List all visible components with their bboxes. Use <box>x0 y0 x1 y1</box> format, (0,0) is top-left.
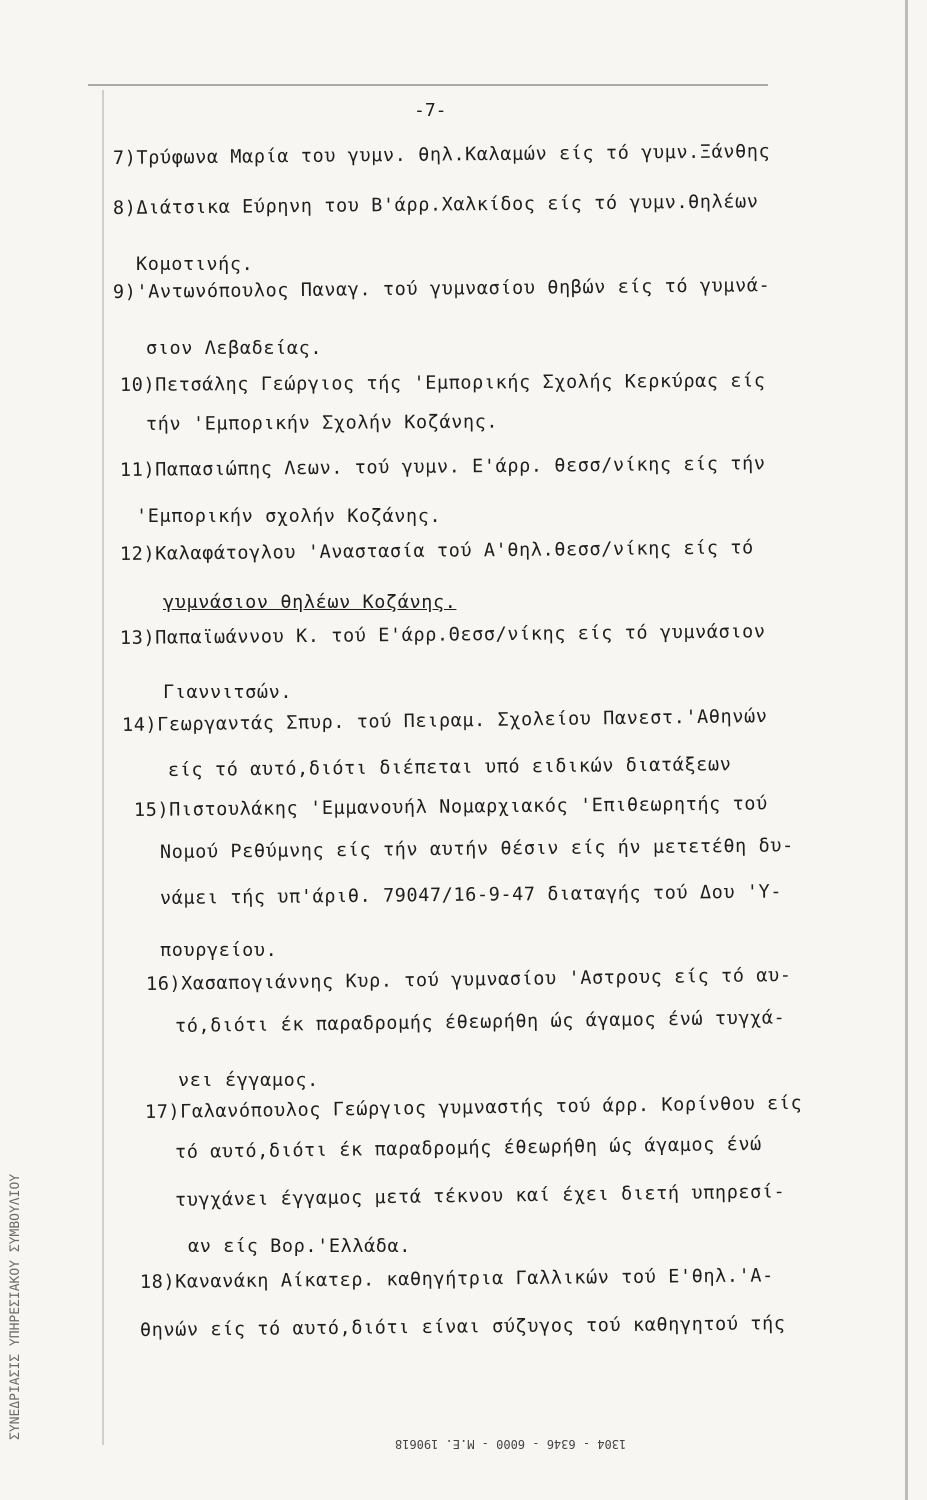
text-line: τό αυτό,διότι έκ παραδρομής έθεωρήθη ώς άγαμος ένώ <box>174 1133 762 1163</box>
text-line: νάμει τής υπ'άριθ. 79047/16-9-47 διαταγής τού Δου 'Υ- <box>159 881 783 909</box>
text-line: Γιαννιτσών. <box>163 682 293 703</box>
text-line: 15)Πιστουλάκης 'Εμμανουήλ Νομαρχιακός 'Επιθεωρητής τού <box>133 793 768 821</box>
page-number: -7- <box>414 100 447 121</box>
text-line: τό,διότι έκ παραδρομής έθεωρήθη ώς άγαμος ένώ τυγχά- <box>174 1007 786 1037</box>
text-line: τυγχάνει έγγαμος μετά τέκνου καί έχει διετή υπηρεσί- <box>174 1181 786 1211</box>
text-line: 16)Χασαπογιάννης Κυρ. τού γυμνασίου 'Αστρους είς τό αυ- <box>145 964 792 995</box>
text-line: πουργείου. <box>160 940 278 961</box>
text-line: γυμνάσιον θηλέων Κοζάνης. <box>163 592 457 613</box>
text-line: θηνών είς τό αυτό,διότι είναι σύζυγος τού καθηγητού τής <box>139 1313 786 1341</box>
text-line: Κομοτινής. <box>136 254 254 275</box>
footer-print-code: 1304 - 6346 - 6000 - Μ.Ε. 190618 <box>395 1437 627 1451</box>
text-line: 11)Παπασιώπης Λεων. τού γυμν. Ε'άρρ. θεσσ/νίκης είς τήν <box>119 453 766 481</box>
text-line: νει έγγαμος. <box>178 1070 319 1091</box>
text-line: αν είς Βορ.'Ελλάδα. <box>188 1236 412 1257</box>
text-line: είς τό αυτό,διότι διέπεται υπό ειδικών διατάξεων <box>167 754 732 781</box>
text-line: 17)Γαλανόπουλος Γεώργιος γυμναστής τού άρρ. Κορίνθου είς <box>144 1092 803 1123</box>
text-line: 'Εμπορικήν σχολήν Κοζάνης. <box>136 506 442 527</box>
text-line: 10)Πετσάλης Γεώργιος τής 'Εμπορικής Σχολής Κερκύρας είς <box>119 370 766 396</box>
text-line: 9)'Αντωνόπουλος Παναγ. τού γυμνασίου θηβών είς τό γυμνά- <box>112 275 771 303</box>
text-line: 14)Γεωργαντάς Σπυρ. τού Πειραμ. Σχολείου Πανεστ.'Αθηνών <box>121 705 768 736</box>
text-line: τήν 'Εμπορικήν Σχολήν Κοζάνης. <box>145 411 499 435</box>
text-line: 8)Διάτσικα Εύρηνη του Β'άρρ.Χαλκίδος είς τό γυμν.θηλέων <box>112 191 759 219</box>
text-line: 12)Καλαφάτογλου 'Αναστασία τού Α'θηλ.θεσσ/νίκης είς τό <box>119 537 754 565</box>
text-line: 18)Κανανάκη Αίκατερ. καθηγήτρια Γαλλικών τού Ε'θηλ.'Α- <box>139 1265 774 1293</box>
margin-stamp-text: ΣΥΝΕΔΡΙΑΣΙΣ ΥΠΗΡΕΣΙΑΚΟΥ ΣΥΜΒΟΥΛΙΟΥ <box>8 1173 23 1440</box>
text-line: 13)Παπαϊωάννου Κ. τού Ε'άρρ.Θεσσ/νίκης είς τό γυμνάσιον <box>119 621 766 649</box>
text-line: 7)Τρύφωνα Μαρία του γυμν. θηλ.Καλαμών είς τό γυμν.Ξάνθης <box>112 141 771 169</box>
text-line: Νομού Ρεθύμνης είς τήν αυτήν θέσιν είς ήν μετετέθη δυ- <box>159 835 794 863</box>
text-line: σιον Λεβαδείας. <box>146 338 323 359</box>
